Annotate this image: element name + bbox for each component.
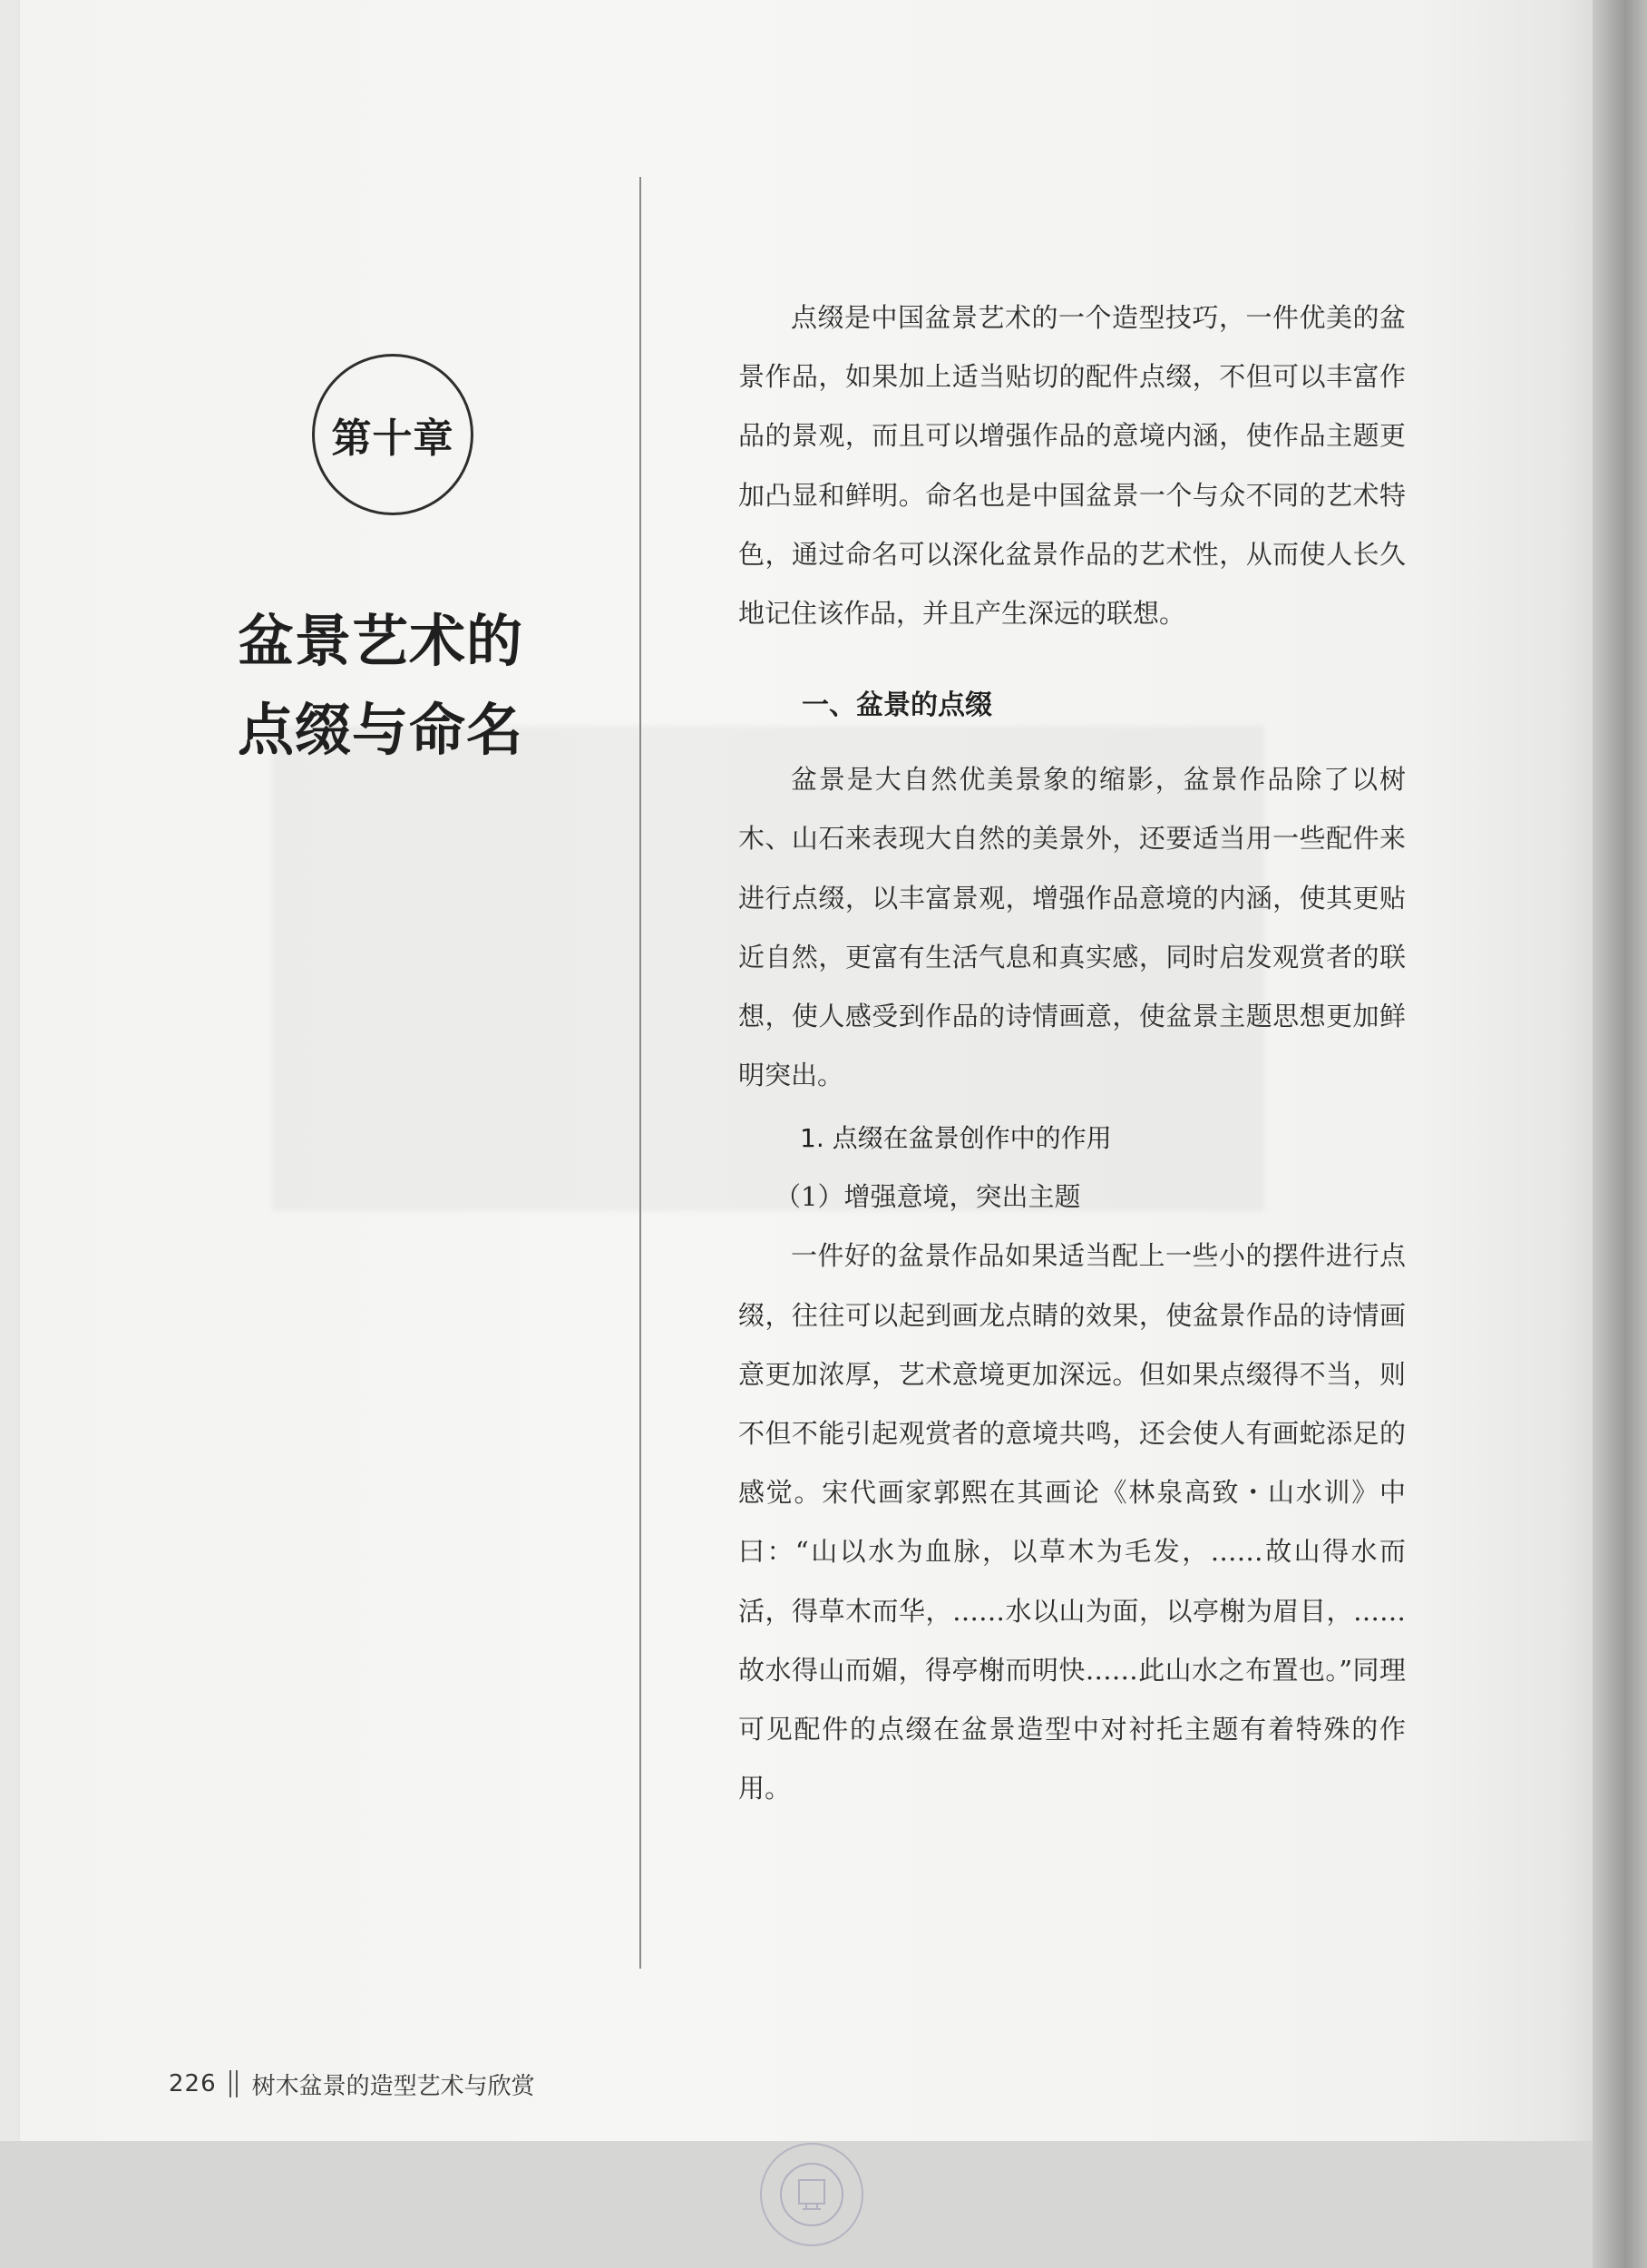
chapter-title-line2: 点缀与命名 — [238, 697, 524, 763]
subsection-heading: 1. 点缀在盆景创作中的作用 — [800, 1123, 1112, 1154]
sub-subsection-paragraph: 一件好的盆景作品如果适当配上一些小的摆件进行点缀，往往可以起到画龙点睛的效果，使盆景作品的诗情画意更加浓厚，艺术意境更加深远。但如果点缀得不当，则不但不能引起观赏者的意境共鸣，还会使人有画蛇添足的感觉。宋代画家郭熙在其画论《林泉高致・山水训》中曰：“山以水为血脉，以草木为毛发，……故山得水而活，得草木而华，……水以山为面，以亭榭为眉目，……故水得山而媚，得亭榭而明快……此山水之布置也。”同理可见配件的点缀在盆景造型中对衬托主题有着特殊的作用。 — [738, 1240, 1406, 1804]
section-heading: 一、盆景的点缀 — [802, 689, 992, 721]
intro-paragraph: 点缀是中国盆景艺术的一个造型技巧，一件优美的盆景作品，如果加上适当贴切的配件点缀，不但可以丰富作品的景观，而且可以增强作品的意境内涵，使作品主题更加凸显和鲜明。命名也是中国盆景一个与众不同的艺术特色，通过命名可以深化盆景作品的艺术性，从而使人长久地记住该作品，并且产生深远的联想。 — [738, 302, 1406, 630]
chapter-title — [238, 597, 619, 775]
chapter-badge — [312, 354, 473, 515]
page-edge-stack — [1593, 0, 1647, 2268]
page-number: 226 — [169, 2070, 217, 2097]
column-divider — [639, 177, 641, 1969]
chapter-title-line1: 盆景艺术的 — [238, 608, 524, 674]
sub-subsection-heading: （1）增强意境，突出主题 — [775, 1181, 1081, 1213]
section-paragraph: 盆景是大自然优美景象的缩影，盆景作品除了以树木、山石来表现大自然的美景外，还要适当用一些配件来进行点缀，以丰富景观，增强作品意境的内涵，使其更贴近自然，更富有生活气息和真实感，同时启发观赏者的联想，使人感受到作品的诗情画意，使盆景主题思想更加鲜明突出。 — [738, 764, 1406, 1091]
book-title: 树木盆景的造型艺术与欣赏 — [251, 2072, 535, 2100]
footer-separator — [229, 2070, 238, 2097]
body-text-column — [738, 288, 1406, 1818]
chapter-number: 第十章 — [331, 415, 454, 462]
watermark-seal-icon — [760, 2143, 863, 2246]
page-footer — [169, 2066, 535, 2102]
